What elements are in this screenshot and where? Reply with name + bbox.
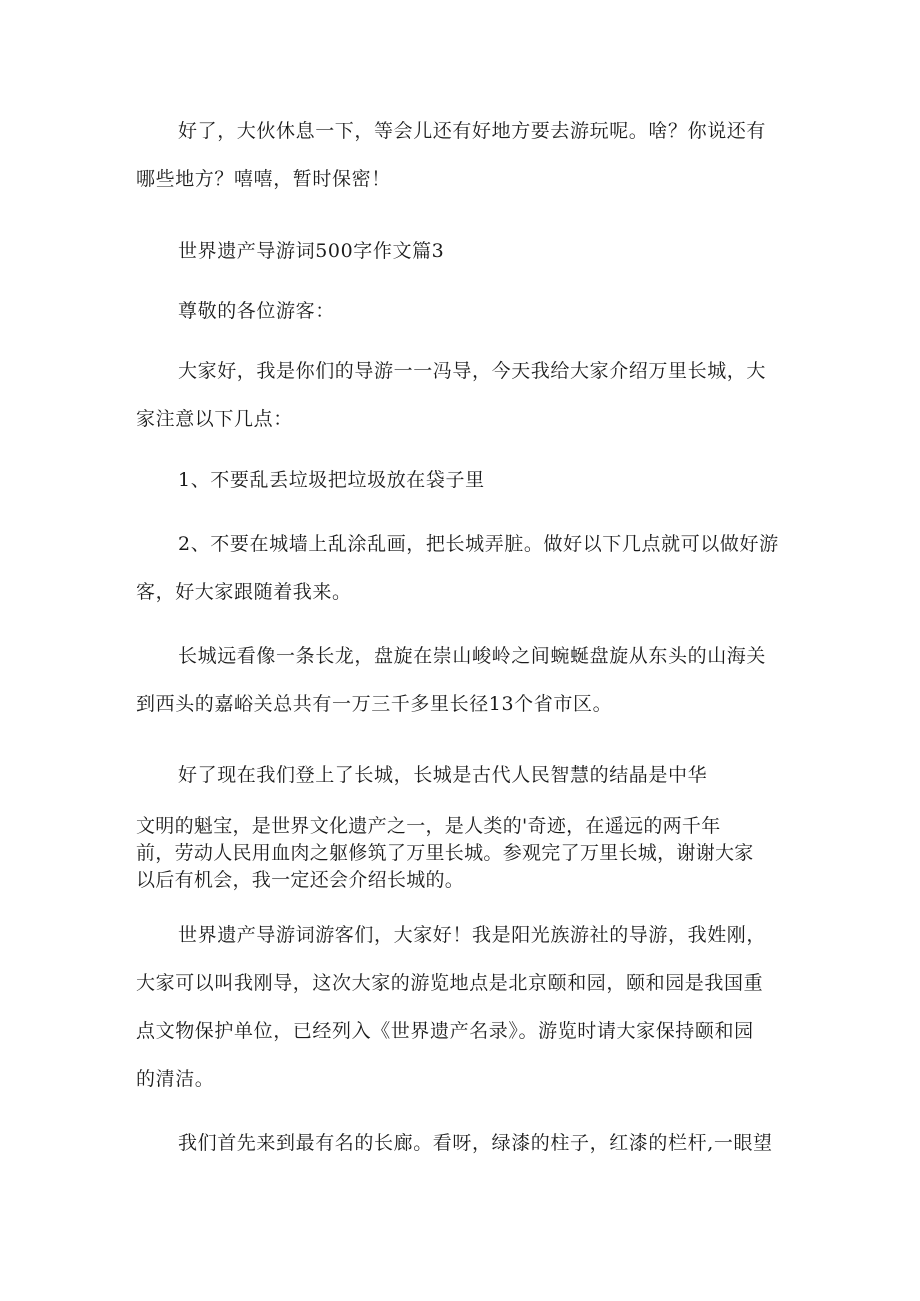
paragraph-4-line-1: 大家好，我是你们的导游一一冯导，今天我给大家介绍万里长城，大 bbox=[178, 360, 767, 382]
paragraph-7-line-2: 到西头的嘉峪关总共有一万三千多里长径13个省市区。 bbox=[136, 693, 613, 715]
paragraph-9-line-2: 大家可以叫我刚导，这次大家的游览地点是北京颐和园，颐和园是我国重 bbox=[136, 972, 764, 994]
paragraph-8-line-4: 以后有机会，我一定还会介绍长城的。 bbox=[136, 869, 465, 891]
paragraph-1-line-1: 好了，大伙休息一下，等会儿还有好地方要去游玩呢。啥？你说还有 bbox=[178, 120, 767, 142]
paragraph-4-line-2: 家注意以下几点： bbox=[136, 408, 293, 430]
list-item-2-line-2: 客，好大家跟随着我来。 bbox=[136, 581, 352, 603]
paragraph-9-line-3: 点文物保护单位，已经列入《世界遗产名录》。游览时请大家保持颐和园 bbox=[136, 1020, 754, 1042]
paragraph-8-line-1: 好了现在我们登上了长城，长城是古代人民智慧的结晶是中华 bbox=[178, 764, 708, 786]
paragraph-8-line-3: 前，劳动人民用血肉之躯修筑了万里长城。参观完了万里长城，谢谢大家 bbox=[136, 842, 754, 864]
section-heading: 世界遗产导游词500字作文篇3 bbox=[178, 240, 445, 262]
paragraph-10-line-1: 我们首先来到最有名的长廊。看呀，绿漆的柱子，红漆的栏杆,一眼望 bbox=[178, 1132, 773, 1154]
list-item-1: 1、不要乱丢垃圾把垃圾放在袋子里 bbox=[178, 469, 485, 491]
paragraph-8-line-2: 文明的魁宝，是世界文化遗产之一，是人类的'奇迹，在遥远的两千年 bbox=[136, 815, 721, 837]
greeting-line: 尊敬的各位游客： bbox=[178, 300, 335, 322]
list-item-2-line-1: 2、不要在城墙上乱涂乱画，把长城弄脏。做好以下几点就可以做好游 bbox=[178, 533, 779, 555]
paragraph-7-line-1: 长城远看像一条长龙，盘旋在崇山峻岭之间蜿蜒盘旋从东头的山海关 bbox=[178, 645, 767, 667]
paragraph-1-line-2: 哪些地方？嘻嘻，暂时保密！ bbox=[136, 168, 391, 190]
paragraph-9-line-1: 世界遗产导游词游客们，大家好！我是阳光族游社的导游，我姓刚， bbox=[178, 924, 767, 946]
paragraph-9-line-4: 的清洁。 bbox=[136, 1068, 215, 1090]
